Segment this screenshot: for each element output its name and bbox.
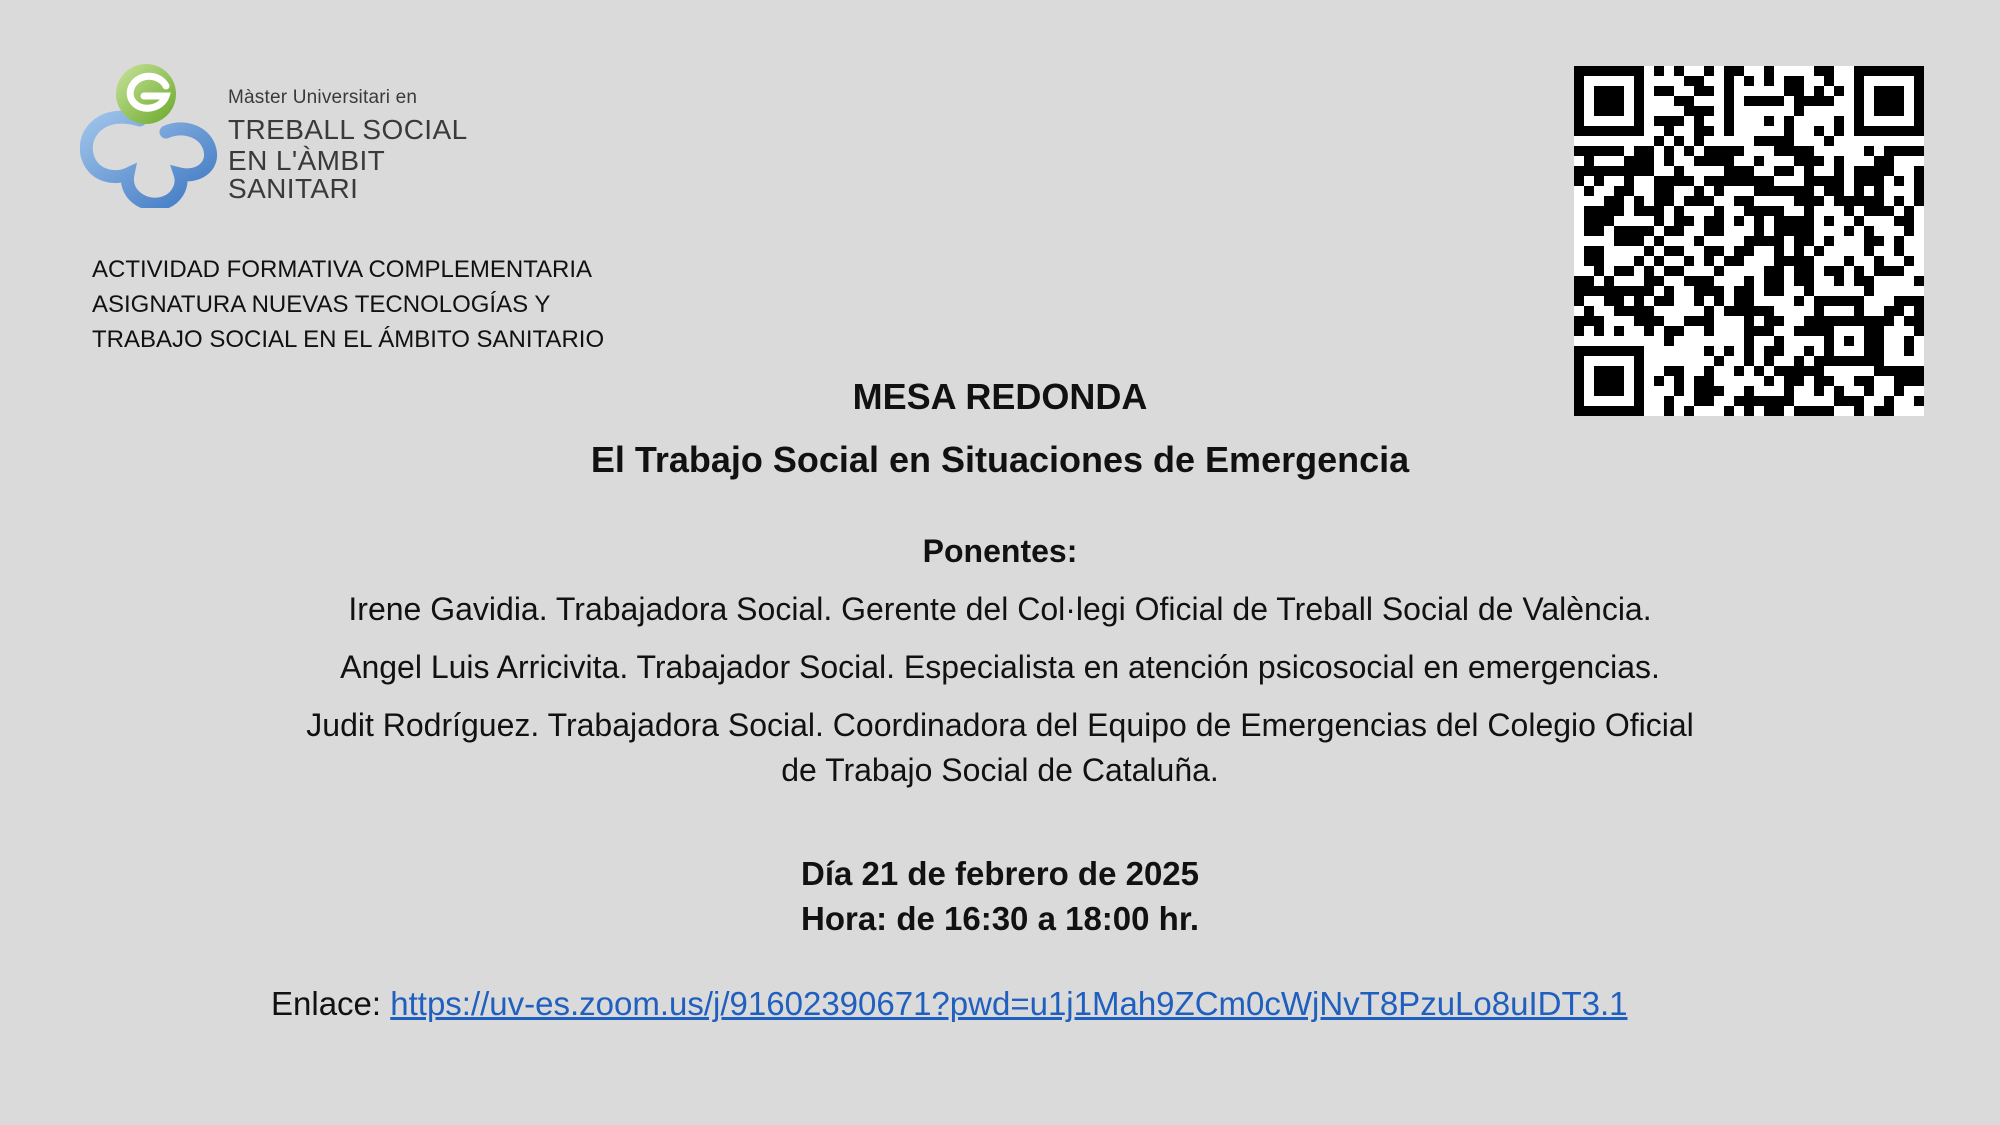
meeting-link-label: Enlace: [271,985,391,1022]
event-time: Hora: de 16:30 a 18:00 hr. [800,900,1200,937]
activity-line-2: ASIGNATURA NUEVAS TECNOLOGÍAS Y [92,291,551,318]
logo-line-1: TREBALL SOCIAL [228,114,468,145]
event-date: Día 21 de febrero de 2025 [800,855,1200,892]
activity-line-3: TRABAJO SOCIAL EN EL ÁMBITO SANITARIO [92,326,605,353]
speaker-line: de Trabajo Social de Cataluña. [781,752,1219,788]
event-title: MESA REDONDA [852,376,1148,417]
meeting-link-row [271,985,1628,1023]
speaker-line: Irene Gavidia. Trabajadora Social. Gerente del Col·legi Oficial de Treball Social de València. [348,591,1652,627]
program-logo-mark-icon [80,58,220,208]
logo-line-small: Màster Universitari en [228,87,418,108]
program-logo [80,58,520,208]
speaker-line: Angel Luis Arricivita. Trabajador Social. Especialista en atención psicosocial en emergencias. [340,649,1660,685]
activity-line-1: ACTIVIDAD FORMATIVA COMPLEMENTARIA [92,256,593,283]
logo-line-2: EN L'ÀMBIT SANITARI [228,145,385,204]
event-subtitle: El Trabajo Social en Situaciones de Emergencia [590,439,1410,480]
program-logo-text [228,88,520,206]
speakers-heading: Ponentes: [922,533,1078,569]
meeting-link[interactable]: https://uv-es.zoom.us/j/91602390671?pwd=u1j1Mah9ZCm0cWjNvT8PzuLo8uIDT3.1 [390,985,1628,1022]
qr-code-icon [1574,66,1924,416]
speaker-line: Judit Rodríguez. Trabajadora Social. Coordinadora del Equipo de Emergencias del Colegio Oficial [306,707,1694,743]
activity-description [92,252,604,357]
